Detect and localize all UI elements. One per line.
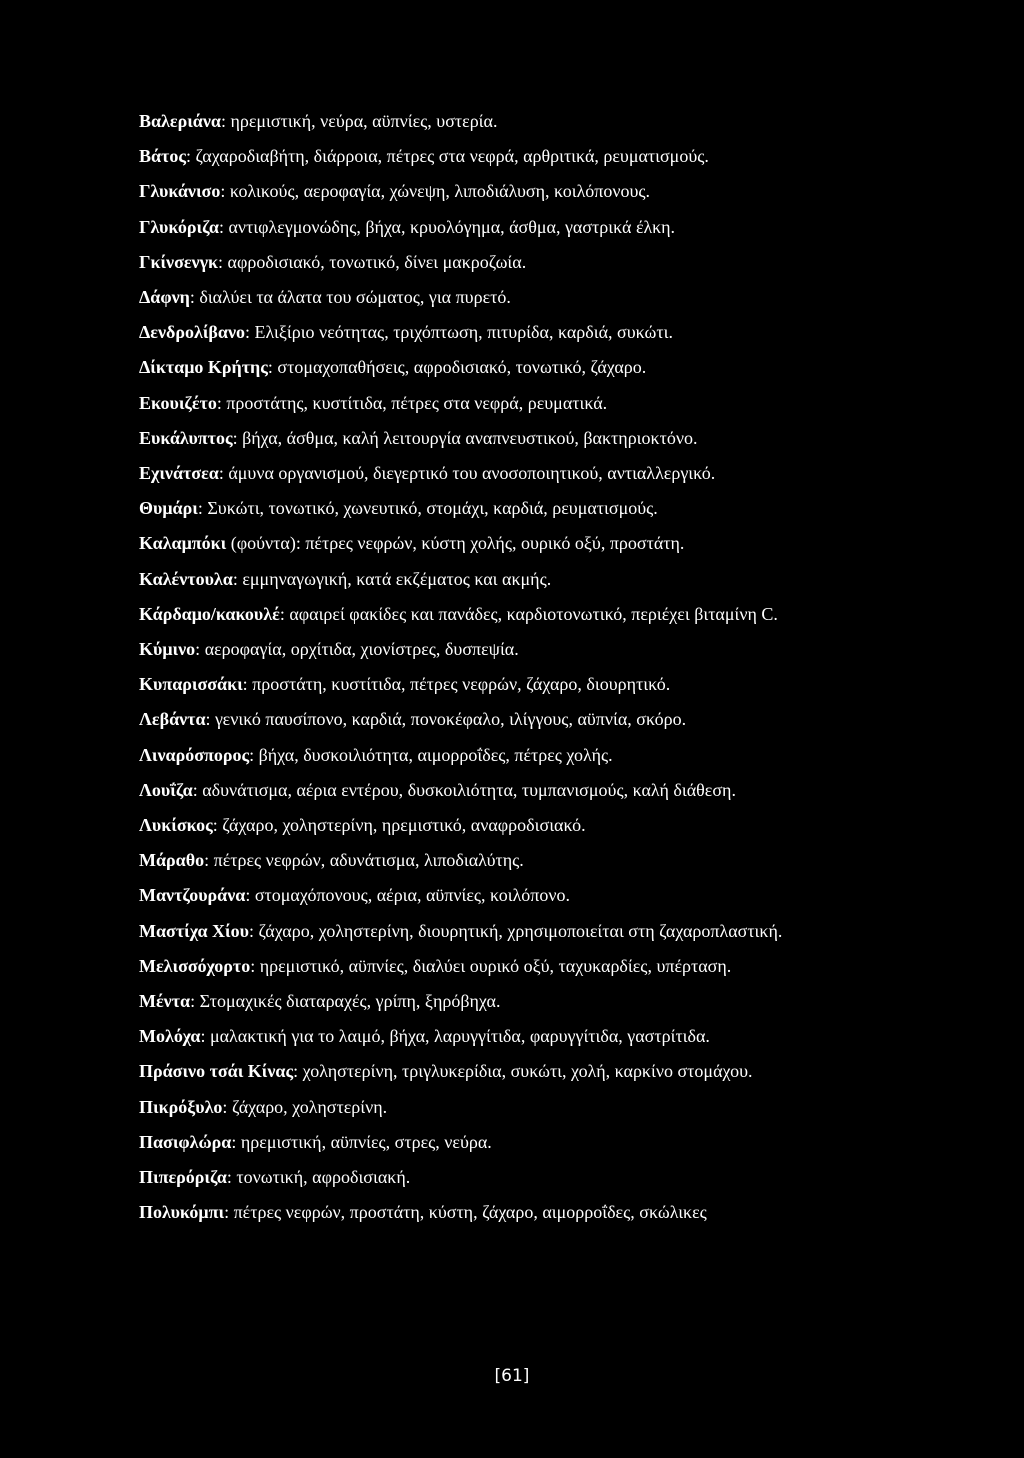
herb-uses: αδυνάτισμα, αέρια εντέρου, δυσκοιλιότητα, τυμπανισμούς, καλή διάθεση. (202, 779, 736, 800)
herb-name: Λεβάντα (139, 709, 206, 730)
herb-entry (139, 773, 899, 808)
herb-uses: ηρεμιστικό, αϋπνίες, διαλύει ουρικό οξύ, ταχυκαρδίες, υπέρταση. (259, 955, 732, 976)
herb-uses: άμυνα οργανισμού, διεγερτικό του ανοσοποιητικού, αντιαλλεργικό. (228, 463, 716, 484)
herb-uses: αεροφαγία, ορχίτιδα, χιονίστρες, δυσπεψία. (204, 639, 519, 660)
herb-uses: βήχα, δυσκοιλιότητα, αιμορροΐδες, πέτρες χολής. (258, 744, 613, 765)
herb-entry (139, 702, 899, 737)
herb-entry (139, 139, 899, 174)
herb-name: Πολυκόμπι (139, 1202, 225, 1223)
herb-name: Πράσινο τσάι Κίνας (139, 1061, 294, 1082)
herb-uses: αφαιρεί φακίδες και πανάδες, καρδιοτονωτικό, περιέχει βιταμίνη C. (289, 603, 778, 624)
herb-name: Εχινάτσεα (139, 463, 219, 484)
separator: : (200, 1026, 210, 1047)
herb-entry (139, 1019, 899, 1054)
herb-name: Βαλεριάνα (139, 111, 221, 131)
herb-entry (139, 280, 899, 315)
herb-name: Δενδρολίβανο (139, 322, 245, 343)
herb-entry (139, 843, 899, 878)
herb-entry (139, 456, 899, 491)
separator: : (205, 709, 216, 730)
herb-entry (139, 1090, 899, 1125)
herb-entry (139, 1195, 899, 1230)
herb-entries-list (139, 104, 899, 1231)
herb-uses: εμμηναγωγική, κατά εκζέματος και ακμής. (242, 568, 552, 589)
separator: : (216, 392, 227, 413)
herb-uses: μαλακτική για το λαιμό, βήχα, λαρυγγίτιδα, φαρυγγίτιδα, γαστρίτιδα. (209, 1026, 710, 1047)
herb-name: Ευκάλυπτος (139, 427, 233, 448)
herb-entry (139, 1054, 899, 1089)
separator: : (190, 991, 200, 1012)
separator: : (189, 287, 200, 308)
herb-uses: Ελιξίριο νεότητας, τριχόπτωση, πιτυρίδα, καρδιά, συκώτι. (254, 322, 673, 343)
herb-name: Μελισσόχορτο (139, 955, 251, 976)
herb-name: Καλέντουλα (139, 568, 233, 589)
herb-name: Γλυκόριζα (139, 216, 219, 237)
herb-uses: διαλύει τα άλατα του σώματος, για πυρετό. (199, 287, 511, 308)
herb-entry (139, 808, 899, 843)
herb-name: Λουΐζα (139, 779, 193, 800)
herb-uses: πέτρες νεφρών, προστάτη, κύστη, ζάχαρο, αιμορροΐδες, σκώλικες (233, 1202, 707, 1223)
herb-name: Θυμάρι (139, 498, 198, 519)
herb-uses: ζαχαροδιαβήτη, διάρροια, πέτρες στα νεφρά, αρθριτικά, ρευματισμούς. (195, 146, 709, 167)
separator: : (192, 779, 203, 800)
herb-uses: προστάτη, κυστίτιδα, πέτρες νεφρών, ζάχαρο, διουρητικό. (252, 674, 671, 695)
separator: : (204, 850, 214, 871)
herb-entry (139, 597, 819, 632)
herb-uses: ζάχαρο, χοληστερίνη, ηρεμιστικό, αναφροδισιακό. (222, 815, 586, 836)
herb-name: Δάφνη (139, 287, 190, 308)
herb-uses: αντιφλεγμονώδης, βήχα, κρυολόγημα, άσθμα, γαστρικά έλκη. (228, 216, 676, 237)
herb-name: Λυκίσκος (139, 815, 213, 836)
herb-uses: Συκώτι, τονωτικό, χωνευτικό, στομάχι, καρδιά, ρευματισμούς. (207, 498, 658, 519)
page-number: [61] (494, 1366, 530, 1386)
herb-entry (139, 245, 899, 280)
herb-entry (139, 210, 899, 245)
herb-entry (139, 421, 899, 456)
herb-entry (139, 526, 899, 561)
separator: : (232, 568, 243, 589)
separator: : (218, 251, 228, 272)
herb-entry (139, 667, 899, 702)
herb-name: Γκίνσενγκ (139, 251, 219, 272)
herb-uses: ηρεμιστική, αϋπνίες, στρες, νεύρα. (240, 1131, 492, 1152)
herb-name: Βάτος (139, 146, 186, 167)
herb-entry (139, 491, 899, 526)
herb-entry (139, 1125, 899, 1160)
herb-name: Μέντα (139, 991, 191, 1012)
herb-uses: προστάτης, κυστίτιδα, πέτρες στα νεφρά, ρευματικά. (226, 392, 608, 413)
herb-uses: (φούντα): πέτρες νεφρών, κύστη χολής, ουρικό οξύ, προστάτη. (230, 533, 685, 554)
herb-name: Πιπερόριζα (139, 1167, 227, 1188)
herb-name: Εκουιζέτο (139, 392, 217, 413)
herb-uses: ζάχαρο, χοληστερίνη. (231, 1096, 388, 1117)
separator: : (242, 674, 253, 695)
separator: : (245, 885, 255, 906)
separator: : (220, 111, 231, 131)
herb-entry (139, 738, 899, 773)
herb-entry (139, 984, 899, 1019)
herb-entry (139, 386, 899, 421)
herb-entry (139, 949, 899, 984)
herb-uses: ηρεμιστική, νεύρα, αϋπνίες, υστερία. (230, 111, 498, 131)
herb-name: Γλυκάνισο (139, 181, 221, 202)
herb-name: Κάρδαμο/κακουλέ (139, 603, 280, 624)
herb-entry (139, 562, 899, 597)
herb-uses: στομαχοπαθήσεις, αφροδισιακό, τονωτικό, ζάχαρο. (277, 357, 647, 378)
separator: : (279, 603, 290, 624)
herb-uses: κολικούς, αεροφαγία, χώνεψη, λιποδιάλυση, κοιλόπονους. (229, 181, 651, 202)
separator: : (218, 463, 229, 484)
herb-name: Μολόχα (139, 1026, 201, 1047)
separator: : (197, 498, 208, 519)
herb-uses: Στομαχικές διαταραχές, γρίπη, ξηρόβηχα. (199, 991, 501, 1012)
herb-name: Καλαμπόκι (139, 533, 227, 554)
herb-name: Δίκταμο Κρήτης (139, 357, 268, 378)
separator: : (232, 427, 243, 448)
separator: : (250, 955, 260, 976)
separator: : (212, 815, 223, 836)
herb-name: Κύμινο (139, 639, 196, 660)
herb-entry (139, 315, 899, 350)
separator: : (226, 1167, 237, 1188)
herb-name: Λιναρόσπορος (139, 744, 250, 765)
herb-uses: χοληστερίνη, τριγλυκερίδια, συκώτι, χολή, καρκίνο στομάχου. (302, 1061, 753, 1082)
separator: : (224, 1202, 234, 1223)
herb-entry (139, 350, 899, 385)
herb-name: Μάραθο (139, 850, 205, 871)
herb-name: Πικρόξυλο (139, 1096, 223, 1117)
separator: : (249, 744, 259, 765)
herb-uses: αφροδισιακό, τονωτικό, δίνει μακροζωία. (227, 251, 527, 272)
herb-name: Πασιφλώρα (139, 1131, 232, 1152)
herb-uses: βήχα, άσθμα, καλή λειτουργία αναπνευστικού, βακτηριοκτόνο. (242, 427, 698, 448)
herb-uses: γενικό παυσίπονο, καρδιά, πονοκέφαλο, ιλίγγους, αϋπνία, σκόρο. (215, 709, 687, 730)
herb-name: Μαντζουράνα (139, 885, 246, 906)
herb-entry (139, 1160, 899, 1195)
separator: : (185, 146, 196, 167)
herb-uses: στομαχόπονους, αέρια, αϋπνίες, κοιλόπονο. (254, 885, 571, 906)
separator: : (231, 1131, 241, 1152)
separator: : (245, 322, 255, 343)
separator: : (293, 1061, 303, 1082)
herb-uses: πέτρες νεφρών, αδυνάτισμα, λιποδιαλύτης. (213, 850, 524, 871)
herb-uses: τονωτική, αφροδισιακή. (236, 1167, 411, 1188)
separator: : (220, 181, 230, 202)
herb-entry (139, 878, 899, 913)
herb-name: Μαστίχα Χίου (139, 920, 249, 941)
herb-entry (139, 632, 899, 667)
herb-entry (139, 174, 899, 209)
herb-entry (139, 914, 819, 949)
separator: : (267, 357, 278, 378)
separator: : (195, 639, 205, 660)
herb-entry (139, 104, 899, 139)
herb-uses: ζάχαρο, χοληστερίνη, διουρητική, χρησιμοποιείται στη ζαχαροπλαστική. (258, 920, 783, 941)
separator: : (248, 920, 259, 941)
separator: : (222, 1096, 232, 1117)
herb-name: Κυπαρισσάκι (139, 674, 243, 695)
separator: : (218, 216, 229, 237)
